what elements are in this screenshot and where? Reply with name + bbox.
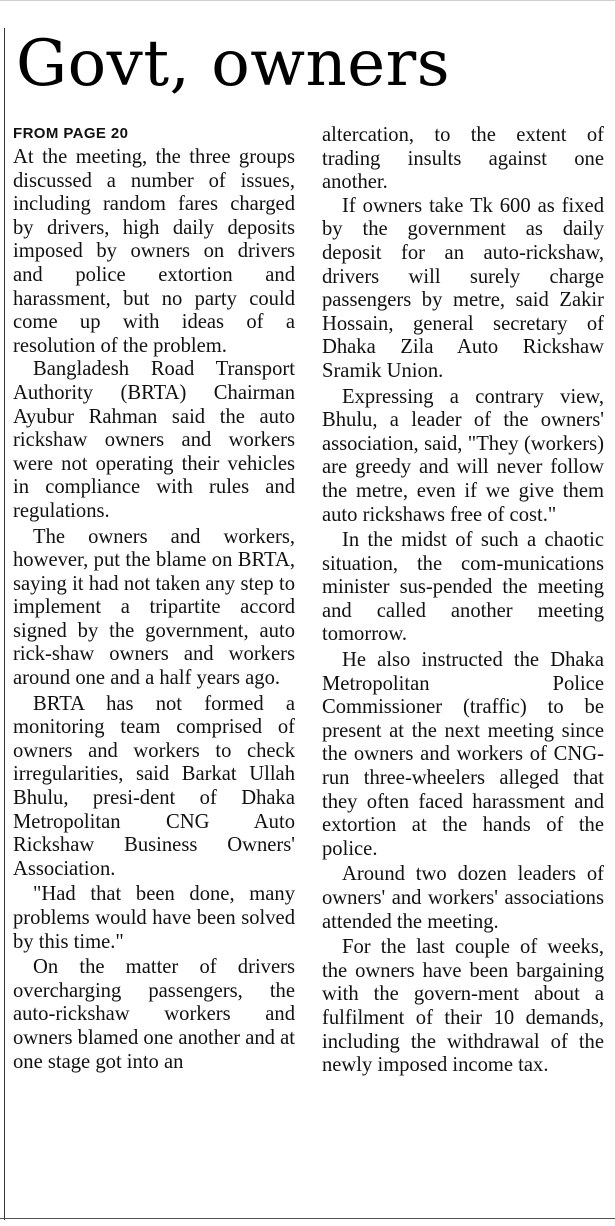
paragraph: Around two dozen leaders of owners' and workers' associations attended the meeting.: [322, 863, 604, 933]
jump-label: FROM PAGE 20: [13, 125, 129, 142]
left-column: [13, 124, 295, 1074]
paragraph: If owners take Tk 600 as fixed by the government as daily deposit for an auto-rickshaw, drivers will surely charge passengers by metre, said Zakir Hossain, general secretary of Dhaka Zila Auto Rickshaw Sramik Union.: [322, 194, 604, 382]
paragraph: altercation, to the extent of trading insults against one another.: [322, 124, 604, 194]
top-border: [0, 0, 615, 1]
paragraph: For the last couple of weeks, the owners have been bargaining with the govern-ment about a fulfilment of their 10 demands, including the withdrawal of the newly imposed income tax.: [322, 936, 604, 1077]
paragraph: The owners and workers, however, put the blame on BRTA, saying it had not taken any step to implement a tripartite accord signed by the government, auto rick-shaw owners and workers around one and a half years ago.: [13, 525, 295, 690]
paragraph: Expressing a contrary view, Bhulu, a leader of the owners' association, said, "They (workers) are greedy and will never follow the metre, even if we give them auto rickshaws free of cost.": [322, 385, 604, 526]
headline: Govt, owners: [16, 27, 451, 101]
paragraph: He also instructed the Dhaka Metropolitan Police Commissioner (traffic) to be present at the next meeting since the owners and workers of CNG-run three-wheelers alleged that they often faced harassment and extortion at the hands of the police.: [322, 649, 604, 860]
paragraph: BRTA has not formed a monitoring team comprised of owners and workers to check irregularities, said Barkat Ullah Bhulu, presi-dent of Dhaka Metropolitan CNG Auto Rickshaw Business Owners' Association.: [13, 692, 295, 880]
paragraph: "Had that been done, many problems would have been solved by this time.": [13, 883, 295, 953]
paragraph: At the meeting, the three groups discussed a number of issues, including random fares charged by drivers, high daily deposits imposed by owners on drivers and police extortion and harassment, but no party could come up with ideas of a resolution of the problem.: [13, 146, 295, 357]
paragraph: In the midst of such a chaotic situation, the com-munications minister sus-pended the meeting and called another meeting tomorrow.: [322, 529, 604, 646]
paragraph: On the matter of drivers overcharging passengers, the auto-rickshaw workers and owners blamed one another and at one stage got into an: [13, 956, 295, 1073]
paragraph: Bangladesh Road Transport Authority (BRTA) Chairman Ayubur Rahman said the auto rickshaw owners and workers were not operating their vehicles in compliance with rules and regulations.: [13, 358, 295, 522]
left-column-rule: [4, 28, 5, 1220]
bottom-rule: [0, 1218, 615, 1219]
right-column: [322, 124, 604, 1078]
